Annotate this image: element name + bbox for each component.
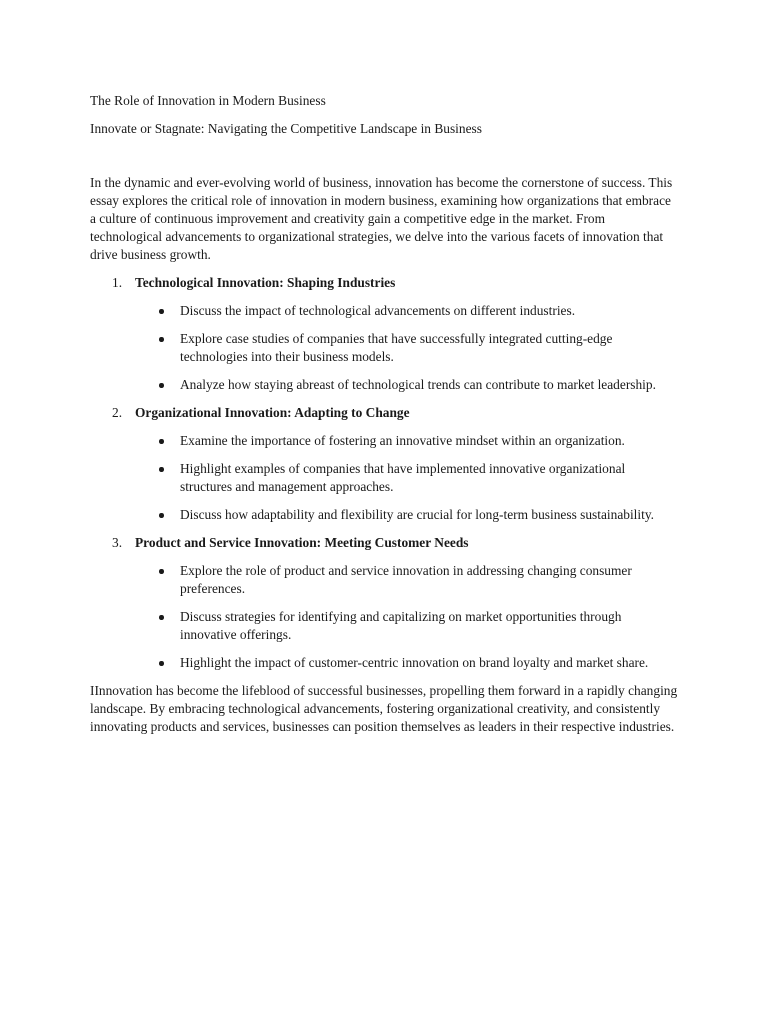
bullet-text: Discuss how adaptability and flexibility are crucial for long-term business sustainability. [180, 507, 655, 522]
intro-paragraph: In the dynamic and ever-evolving world of business, innovation has become the cornerstone of success. This essay explores the critical role of innovation in modern business, examining how organizations that embrace a culture of continuous improvement and creativity gain a competitive edge in the market. From technological advancements to organizational strategies, we delve into the various facets of innovation that drive business growth. [90, 175, 673, 262]
bullet-list [90, 562, 680, 672]
list-item [90, 460, 680, 496]
section-item [90, 404, 680, 524]
section-item [90, 534, 680, 672]
list-item [90, 376, 680, 394]
list-item [90, 562, 680, 598]
bullet-icon [90, 302, 180, 320]
bullet-icon [90, 562, 180, 598]
conclusion-paragraph: IInnovation has become the lifeblood of successful businesses, propelling them forward in a rapidly changing landscape. By embracing technological advancements, fostering organizational creativity, and consistently innovating products and services, businesses can position themselves as leaders in their respective industries. [90, 683, 678, 734]
section-number: 1. [112, 275, 123, 290]
bullet-icon [90, 376, 180, 394]
bullet-icon [90, 460, 180, 496]
section-title: Organizational Innovation: Adapting to Change [135, 405, 410, 420]
section-heading [90, 274, 680, 292]
list-item [90, 330, 680, 366]
list-item [90, 432, 680, 450]
bullet-text: Discuss strategies for identifying and capitalizing on market opportunities through innovative offerings. [180, 609, 622, 642]
bullet-list [90, 432, 680, 524]
section-heading [90, 534, 680, 552]
section-number: 3. [112, 535, 123, 550]
bullet-icon [90, 432, 180, 450]
section-heading [90, 404, 680, 422]
bullet-text: Explore case studies of companies that have successfully integrated cutting-edge technologies into their business models. [180, 331, 613, 364]
bullet-icon [90, 608, 180, 644]
bullet-text: Explore the role of product and service innovation in addressing changing consumer preferences. [180, 563, 632, 596]
section-title: Product and Service Innovation: Meeting Customer Needs [135, 535, 469, 550]
list-item [90, 654, 680, 672]
document-title: The Role of Innovation in Modern Business [90, 93, 326, 108]
bullet-icon [90, 506, 180, 524]
document-page [90, 92, 680, 736]
bullet-text: Highlight examples of companies that have implemented innovative organizational structures and management approaches. [180, 461, 626, 494]
bullet-text: Examine the importance of fostering an innovative mindset within an organization. [180, 433, 625, 448]
section-list [90, 274, 680, 672]
document-subtitle: Innovate or Stagnate: Navigating the Competitive Landscape in Business [90, 121, 482, 136]
list-item [90, 302, 680, 320]
section-title: Technological Innovation: Shaping Industries [135, 275, 396, 290]
bullet-icon [90, 330, 180, 366]
section-number: 2. [112, 405, 123, 420]
bullet-text: Analyze how staying abreast of technological trends can contribute to market leadership. [180, 377, 656, 392]
list-item [90, 608, 680, 644]
bullet-icon [90, 654, 180, 672]
bullet-list [90, 302, 680, 394]
section-item [90, 274, 680, 394]
list-item [90, 506, 680, 524]
bullet-text: Highlight the impact of customer-centric innovation on brand loyalty and market share. [180, 655, 649, 670]
bullet-text: Discuss the impact of technological advancements on different industries. [180, 303, 576, 318]
